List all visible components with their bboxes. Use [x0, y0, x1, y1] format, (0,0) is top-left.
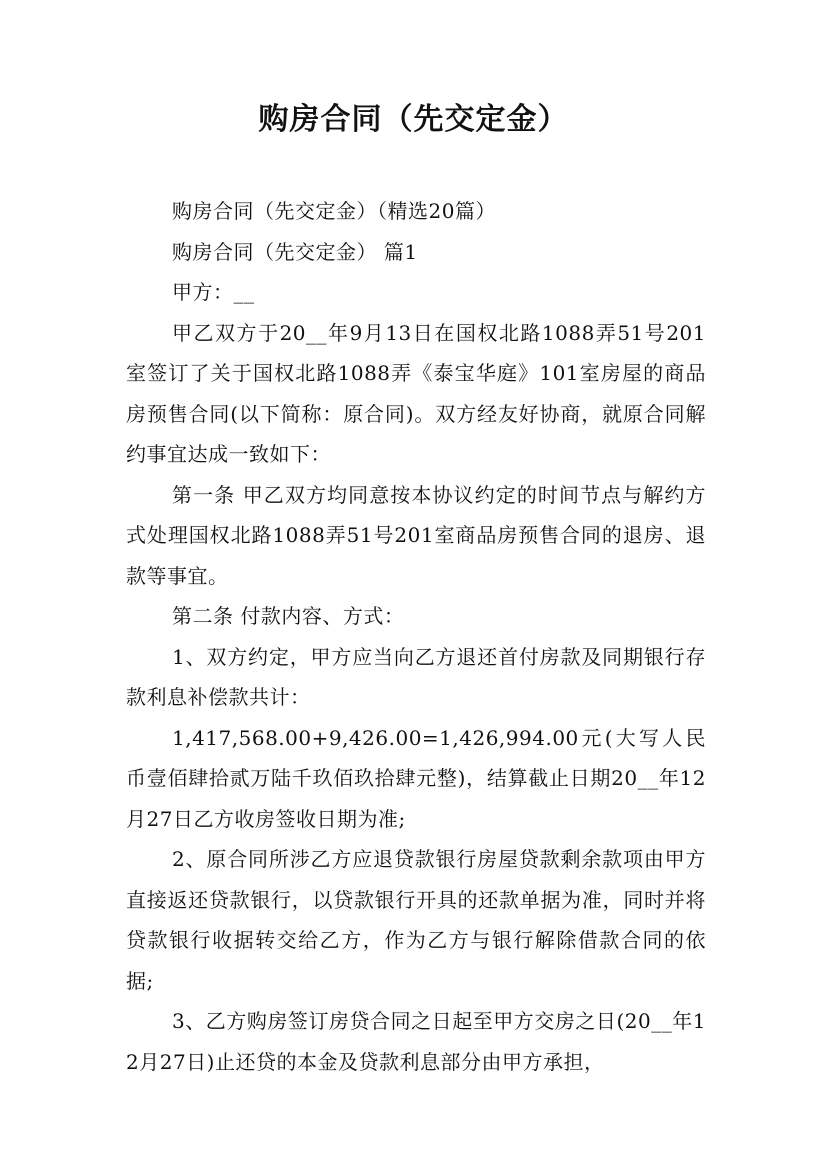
paragraph-article-2: 第二条 付款内容、方式：: [172, 604, 405, 628]
document-body: [126, 191, 706, 1082]
paragraph-article-1: 第一条 甲乙双方均同意按本协议约定的时间节点与解约方式处理国权北路1088弄51号201室商品房预售合同的退房、退款等事宜。: [126, 482, 706, 588]
paragraph-item-2: 2、原合同所涉乙方应退贷款银行房屋贷款剩余款项由甲方直接返还贷款银行，以贷款银行开具的还款单据为准，同时并将贷款银行收据转交给乙方，作为乙方与银行解除借款合同的依据;: [126, 847, 706, 993]
paragraph-item-1: 1、双方约定，甲方应当向乙方退还首付房款及同期银行存款利息补偿款共计：: [126, 644, 706, 709]
paragraph-subtitle: 购房合同（先交定金）（精选20篇）: [172, 199, 496, 223]
paragraph-party-a: 甲方：__: [172, 280, 255, 304]
paragraph-section-heading: 购房合同（先交定金） 篇1: [172, 239, 418, 264]
paragraph-amount: 1,417,568.00+9,426.00=1,426,994.00元(大写人民币壹佰肆拾贰万陆千玖佰玖拾肆元整)，结算截止日期20__年12月27日乙方收房签收日期为准;: [126, 725, 706, 831]
paragraph-item-3: 3、乙方购房签订房贷合同之日起至甲方交房之日(20__年12月27日)止还贷的本金及贷款利息部分由甲方承担，: [126, 1009, 706, 1074]
paragraph-preamble: 甲乙双方于20__年9月13日在国权北路1088弄51号201室签订了关于国权北路1088弄《泰宝华庭》101室房屋的商品房预售合同(以下简称：原合同)。双方经友好协商，就原合同解约事宜达成一致如下：: [126, 320, 706, 466]
document-title: 购房合同（先交定金）: [258, 102, 569, 137]
